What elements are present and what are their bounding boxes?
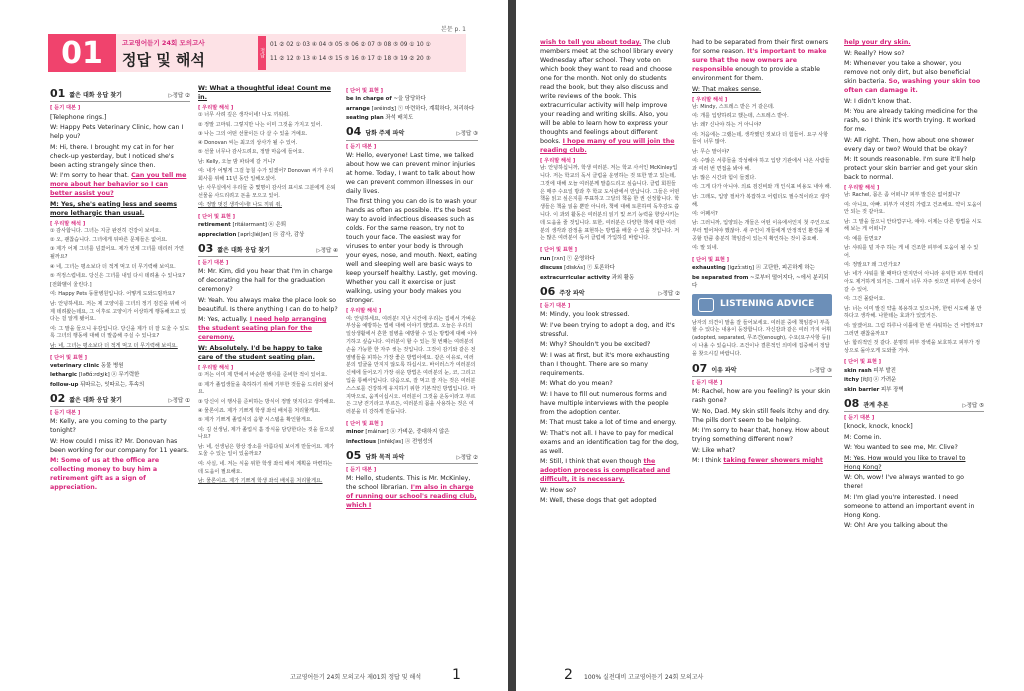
header-title: 정답 및 해석 xyxy=(122,51,205,69)
script-line: W: Oh, wow! I've always wanted to go there! xyxy=(844,474,964,491)
translation-tag: [ 우리말 해석 ] xyxy=(844,185,880,191)
listening-advice-banner xyxy=(692,294,832,316)
section-answer: ▷정답 ② xyxy=(658,290,680,297)
translation-line: 남: 사무실에서 우리들 중 몇명이 감사의 표시로 그분에게 은퇴 선물을 사드리려고 돈을 모으고 있어. xyxy=(198,185,336,199)
section-header-05 xyxy=(346,450,478,464)
vocab-term: minor xyxy=(346,429,364,436)
script-tag: [ 듣기 대본 ] xyxy=(540,302,571,309)
vocab-meaning: [ritáiərmənt] ⓝ 은퇴 xyxy=(230,222,287,229)
text-span: M: I think xyxy=(692,457,724,465)
translation-line: 남: 무슨 말이야? xyxy=(692,148,730,155)
section-number: 06 xyxy=(540,284,556,298)
script-tag: [ 듣기 대본 ] xyxy=(346,143,377,150)
vocab-item xyxy=(50,371,190,379)
translation-line: 남: 너는 이미 발진 약을 복용하고 있으니까, 한번 시도해 볼 만하다고 생각해. 나한테는 효과가 있었거든. xyxy=(844,305,982,320)
vocab-term: extracurricular activity xyxy=(540,274,610,281)
vocab-meaning: 과외 활동 xyxy=(609,274,635,281)
script-line: M: That must take a lot of time and energy. xyxy=(540,419,677,427)
translation-line: 여: 말 되네. xyxy=(692,245,719,252)
script-line: W: Really? How so? xyxy=(844,49,905,57)
vocab-item xyxy=(844,367,984,375)
vocab-term: retirement xyxy=(198,222,231,229)
vocab-term: skin rash xyxy=(844,367,872,374)
script-line: W: That's not all. I have to pay for medical exams and an identification tag for the dog, as well. xyxy=(540,429,679,455)
highlight-span: taking fewer showers might xyxy=(723,457,823,465)
script-tag: [ 듣기 대본 ] xyxy=(50,105,81,112)
script-line: M: Some of us at the office are collecting money to buy him a retirement gift as a sign of appreciation. xyxy=(50,457,160,492)
vocab-meaning: [igzɔ́ːstiŋ] ⓐ 고단한, 피곤하게 하는 xyxy=(725,265,815,272)
translation-line: ① 저는 이미 제 반에서 바순한 행사를 준비한 적이 있어요. xyxy=(198,372,328,379)
vocab-item xyxy=(346,105,478,113)
vocab-meaning: [rʌn] ⓥ 운영하다 xyxy=(550,255,595,262)
translation-line: 여: 예를 들면요? xyxy=(844,235,882,242)
translation-line: 남: 안녕하세요. 저는 제 고양이를 그녀의 정기 검진을 위해 어제 데려왔는데요, 그 이후로 고양이가 이상하게 행동해오고 있다는 걸 알게 됐어요. xyxy=(50,300,187,323)
script-line: W: Happy Pets Veterinary Clinic, how can I help you? xyxy=(50,124,184,141)
highlight-span: I'm also in charge of running our school's reading club, which I xyxy=(346,484,477,510)
translation-line: 여: 내가 어떻게 그걸 놓칠 수가 있겠어? Donovan 씨가 우리 회사를 위해 11년 동안 일해오셨어. xyxy=(198,168,334,182)
translation-line: [전화벨이 울린다.] xyxy=(50,282,92,289)
translation-line: 남: 물론이죠. 제가 기쁘게 학생 좌석 배치를 처리할게요. xyxy=(198,477,323,484)
script-line xyxy=(540,457,680,484)
section-number: 02 xyxy=(50,391,66,405)
footer-text: 고교영어듣기 24회 모의고사 제01회 정답 및 해석 xyxy=(290,674,422,681)
answer-grid xyxy=(258,36,454,70)
section-title: 짧은 대화 응답 찾기 xyxy=(217,246,270,254)
vocab-tag: [ 단어 및 표현 ] xyxy=(346,88,384,94)
vocab-item xyxy=(50,362,190,370)
script-line: W: You wanted to see me, Mr. Clive? xyxy=(844,444,958,452)
vocab-meaning: 동물 병원 xyxy=(99,362,124,369)
translation-line: 여: 수많은 서류들을 작성해야 하고 입양 기관에서 나온 사람들과 여러 번 면접을 봐야 해. xyxy=(692,158,830,172)
script-line: M: I'm sorry to hear that, honey. How about trying something different now? xyxy=(692,427,830,444)
translation-tag: [ 우리말 해석 ] xyxy=(198,364,234,371)
vocab-item xyxy=(540,274,680,282)
section-number: 05 xyxy=(346,448,362,462)
translation-line: ③ 제가 어제 그녀를 넘겼어요. 제가 언제 그녀를 데리러 가면 될까요? xyxy=(50,246,184,261)
vocab-meaning: [ítʃi] ⓐ 가려운 xyxy=(858,377,897,384)
section-number: 03 xyxy=(198,241,214,255)
section-answer: ▷정답 ① xyxy=(168,397,190,404)
translation-line: 남: Rachel, 몸은 좀 어떠니? 피부 발진은 없어졌니? xyxy=(844,192,960,199)
header-subtitle: 고교영어듣기 24회 모의고사 xyxy=(122,39,205,47)
column-1 xyxy=(540,38,680,507)
script-line: help your dry skin. xyxy=(844,39,911,46)
chapter-header xyxy=(0,30,508,72)
answer-grid-label: 정답 xyxy=(258,36,266,70)
section-answer: ▷정답 ③ xyxy=(810,367,832,374)
translation-line: ② 정말 고마워. 그렇지만 나는 이미 그것을 가지고 있어. xyxy=(198,121,323,128)
vocab-meaning: 피부 발진 xyxy=(871,367,896,374)
vocab-item xyxy=(844,376,984,384)
script-line: M: Kelly, are you coming to the party tonight? xyxy=(50,418,167,435)
translation-line: ④ Donovan 씨는 최고의 상사가 될 수 있어. xyxy=(198,140,298,147)
script-tag: [ 듣기 대본 ] xyxy=(844,415,875,422)
script-line: M: Well, these dogs that get adopted xyxy=(540,497,657,505)
translation-line: 남: 그 말을 들으니 안타깝구나, 얘야. 이제는 다른 방법을 시도해 보는 게 어떠니? xyxy=(844,218,982,233)
page-number: 2 xyxy=(564,667,573,683)
translation-line: ① 너무 사려 깊은 생각이네! 나도 끼워줘. xyxy=(198,112,290,119)
translation-line: 남: Kelly, 오늘 밤 파티에 갈 거니? xyxy=(198,158,276,165)
script-line: [Telephone rings.] xyxy=(50,113,107,121)
script-line: The first thing you can do is to wash your hands as often as possible. It's the best way to avoid infectious diseases such as colds. For the same reason, try not to touch your face. The easiest way for viruses to enter your body is through your eyes, nose, and mouth. Next, eating well and sleeping well are basic ways to keep yourself healthy. Lastly, get moving. Whether you call it exercise or just walking, using your body makes you stronger. xyxy=(346,198,478,305)
highlight-span: It's important to make sure that the new owners are responsible xyxy=(692,48,827,73)
script-line: W: What a thoughtful idea! Count me in. xyxy=(198,85,331,101)
page-number: 1 xyxy=(452,667,461,683)
section-title: 짧은 대화 응답 찾기 xyxy=(69,396,122,404)
footer-text: 100% 실전대비 고교영어듣기 24회 모의고사 xyxy=(584,674,704,681)
script-line: M: Mr. Kim, did you hear that I'm in charge of decorating the hall for the graduation ceremony? xyxy=(198,268,333,294)
translation-line: ② 제가 졸업생들을 축하하기 위해 기부한 것들을 드리러 왔어요. xyxy=(198,381,334,396)
script-line: W: Yeah. You always make the place look so beautiful. Is there anything I can do to help? xyxy=(198,296,338,313)
translation-line: 여: 그건 몰랐어요. xyxy=(844,296,886,303)
translation-tag: [ 우리말 해석 ] xyxy=(50,220,86,227)
translation-tag: [ 우리말 해석 ] xyxy=(198,105,234,111)
vocab-term: appreciation xyxy=(198,231,237,238)
script-line: M: What do you mean? xyxy=(540,380,613,388)
translation-line: ④ 네, 그녀는 평소보다 더 적게 먹고 더 무기력해 보여요. xyxy=(50,263,176,270)
column-2 xyxy=(692,38,832,467)
translation-line: 남: 네가 샤워를 할 때마다 먼지만이 아니라 유익한 피부 박테리아도 제거하게 되거든. 그래서 너무 자주 씻으면 피부에 손상이 갈 수 있어. xyxy=(844,271,984,294)
translation-line: 남: 왜? 신나야 하는 거 아니야? xyxy=(692,122,762,129)
section-title: 담화 목적 파악 xyxy=(365,453,405,461)
vocab-meaning: 좌석 배치도 xyxy=(383,115,414,122)
script-line: W: I've been trying to adopt a dog, and it's stressful. xyxy=(540,321,675,338)
vocab-meaning: [əréindʒ] ⓥ 마련하다, 계획하다, 처리하다 xyxy=(369,105,475,112)
vocab-item xyxy=(346,95,478,103)
script-line: W: Absolutely. I'd be happy to take care of the student seating plan. xyxy=(198,344,323,361)
vocab-tag: [ 단어 및 표현 ] xyxy=(50,354,88,361)
chapter-number: 01 xyxy=(48,34,116,72)
translation-line: ② 오, 괜찮습니다. 그녀에게 뒤따른 문제들은 없어요. xyxy=(50,237,168,244)
section-title: 관계 추론 xyxy=(863,401,889,409)
translation-line: ⑤ 걱정스럽네요. 당신은 그녀를 내일 다시 데려올 수 있나요? xyxy=(50,272,186,279)
script-line xyxy=(198,315,338,342)
vocab-item xyxy=(540,264,680,272)
vocab-item xyxy=(540,255,680,263)
translation-line: 여: 개를 입양하려고 했는데, 스트레스 받아. xyxy=(692,113,789,120)
script-line: W: How could I miss it? Mr. Donovan has been working for our company for 11 years. xyxy=(50,437,189,454)
vocab-item xyxy=(692,274,832,290)
vocab-meaning: ~을 담당하다 xyxy=(391,96,426,103)
script-tag: [ 듣기 대본 ] xyxy=(198,260,229,267)
script-line: W: Oh! Are you talking about the xyxy=(844,522,948,530)
page-right xyxy=(516,0,1024,691)
text-span: M: Still, I think that even though xyxy=(540,458,644,466)
translation-tag: [ 우리말 해석 ] xyxy=(346,308,382,315)
listening-advice-text: 남자의 의견이 말을 잘 들어보세요. 여러분 중에 책임감이 부족할 수 있다는 내용이 등장합니다. 자신감과 같은 여러 가지 어휘(adopted, separated, 무조건(enough), 수요(요구사항 등)) 이 나올 수 있습니다. 조건이나 결론적인 의미에 집중해서 정답을 찾으시길 바랍니다. xyxy=(692,319,832,357)
script-line xyxy=(346,474,478,510)
column-3 xyxy=(844,38,984,532)
script-line: W: I was at first, but it's more exhausting than I thought. There are so many requirements. xyxy=(540,351,670,377)
section-header-02 xyxy=(50,393,190,407)
translation-line: 남: 그러니까, 입양되는 개들은 어떤 이유에서인지 첫 주인으로부터 떨어져야 했잖아. 새 주인이 개들에게 안정적인 환경을 제공할 만큼 충분히 책임감이 있는지 확인하는 것이 중요해. xyxy=(692,220,830,242)
vocab-item xyxy=(346,428,478,436)
script-line: M: Yes. How would you like to travel to Hong Kong? xyxy=(844,454,966,471)
text-span: enough to provide a stable environment for them. xyxy=(692,66,821,82)
section-number: 08 xyxy=(844,396,860,410)
script-line xyxy=(844,59,984,95)
section-title: 짧은 대화 응답 찾기 xyxy=(69,92,122,99)
translation-line: 남: 많은 시간과 힘이 들겠다. xyxy=(692,175,756,182)
answer-row-1: 01 ② 02 ① 03 ④ 04 ③ 05 ⑤ 06 ② 07 ③ 08 ⑤ 09 ① 10 ① xyxy=(270,42,431,48)
translation-line: 남: 네, 선생님은 항상 장소를 아름다워 보이게 만들어요. 제가 도울 수 있는 일이 있을까요? xyxy=(198,443,335,458)
translation-line: ① 감사합니다. 그녀는 지금 완전히 건강이 보여요. xyxy=(50,227,162,234)
vocab-term: veterinary clinic xyxy=(50,362,100,369)
vocab-meaning: 피부 장벽 xyxy=(879,386,904,393)
section-number: 07 xyxy=(692,361,708,375)
translation-line: 여: 김 선생님, 제가 졸업식 홀 장식을 담당한다는 것을 들으셨나요? xyxy=(198,426,335,441)
answer-row-2: 11 ② 12 ③ 13 ④ 14 ⑤ 15 ⑤ 16 ③ 17 ② 18 ③ 19 ② 20 ③ xyxy=(270,56,431,62)
script-line: W: Like what? xyxy=(692,446,736,454)
vocab-term: lethargic xyxy=(50,372,78,379)
script-line: M: Rachel, how are you feeling? Is your skin rash gone? xyxy=(692,388,831,405)
text-span: M: Yes, actually. xyxy=(198,316,250,324)
script-line: M: Why? Shouldn't you be excited? xyxy=(540,341,651,349)
vocab-meaning: [diskʌ́s] ⓥ 토론하다 xyxy=(562,265,615,272)
vocab-item xyxy=(50,381,190,389)
vocab-item xyxy=(198,231,338,239)
section-header-04 xyxy=(346,126,478,140)
headphone-icon xyxy=(698,298,714,312)
translation-line: 남: 안녕하십니까, 학생 여러분. 저는 학교 사서인 McKinley입니다. 저는 학교의 독서 클럽을 운영하는 것 또한 맡고 있는데, 그것에 대해 오늘 여러분께 말씀드리고 싶습니다. 클럽 회원들은 매주 수요일 방과 후 학교 도서관에서 만납니다. 그들은 어떤 책을 읽고 싶은지를 투표하고 그달의 책을 한 권 선정합니다. 학생들은 책을 읽을 뿐만 아니라, 책에 대해 토론하며 독후감도 씁니다. 이 과외 활동은 여러분의 읽기 및 쓰기 능력을 향상시키는 데 도움을 줄 것입니다. 또한, 여러분은 다양한 책에 대한 여러분의 생각과 감정을 표현하는 방법을 배울 수 있을 것입니다. 저는 많은 여러분이 독서 클럽에 가입하길 바랍니다. xyxy=(540,165,680,242)
translation-line: 여: 처음에는 그랬는데, 생각했던 것보다 더 힘들어. 요구 사항들이 너무 많아. xyxy=(692,131,829,146)
page-reference: 본문 p. 1 xyxy=(441,26,466,33)
script-line: W: That makes sense. xyxy=(692,85,762,93)
section-number: 04 xyxy=(346,125,362,139)
script-line: W: All right. Then, how about one shower every day or two? Would that be okay? xyxy=(844,136,974,153)
vocab-term: skin barrier xyxy=(844,386,880,393)
translation-tag: [ 우리말 해석 ] xyxy=(692,96,728,103)
vocab-meaning: ~로부터 떨어지다, ~에서 분리되다 xyxy=(692,274,829,289)
section-header-03 xyxy=(198,243,338,257)
translation-line: 여: 어째서? xyxy=(692,210,718,217)
section-header-01 xyxy=(50,88,190,102)
vocab-item xyxy=(198,221,338,229)
section-title: 담화 주제 파악 xyxy=(365,130,405,138)
script-tag: [ 듣기 대본 ] xyxy=(346,467,377,474)
translation-line: 여: 그 말을 들으니 유감입니다. 당신을 제가 더 잘 도울 수 있도록 그녀의 행동에 대해 더 말씀해 주실 수 있나요? xyxy=(50,325,190,340)
vocab-tag: [ 단어 및 표현 ] xyxy=(844,359,882,366)
section-header-06 xyxy=(540,286,680,300)
translation-line: 여: 그게 다가 아니야. 의료 검진비와 개 인식표 비용도 내야 해. xyxy=(692,184,832,191)
translation-line: 여: 알겠어요. 그럼 하루나 이틀에 한 번 샤워하는 건 어떨까요? 그러면 괜찮을까요? xyxy=(844,322,983,337)
vocab-term: run xyxy=(540,255,551,262)
translation-line: 여: 사실, 네. 저는 식을 위한 학생 좌석 배치 계획을 마련하는 데 도움이 필요해요. xyxy=(198,460,333,475)
text-span: had to be separated from their first owners for some reason. xyxy=(692,39,829,55)
translation-line: 여: 정말요? 왜 그런가요? xyxy=(844,262,901,269)
script-line: W: No, Dad. My skin still feels itchy and dry. The pills don't seem to be helping. xyxy=(692,407,830,424)
vocab-term: be in charge of xyxy=(346,96,392,103)
vocab-term: itchy xyxy=(844,377,859,384)
translation-line: ⑤ 제가 기쁘게 졸업식의 음향 시스템을 확인할게요. xyxy=(198,417,313,424)
section-answer: ▷정답 ② xyxy=(456,454,478,461)
script-line: M: Hi, there. I brought my cat in for her check-up yesterday, but I noticed she's been acting strangely since then. xyxy=(50,143,174,169)
script-line: M: You are already taking medicine for the rash, so I think it's worth trying. It worked for me. xyxy=(844,108,978,133)
text-span: M: Hello, students. This is Mr. McKinley, the school librarian. xyxy=(346,475,471,492)
section-title: 이유 파악 xyxy=(711,366,737,374)
text-span: The club members meet at the school library every Wednesday after school. They vote on which book they want to read and choose one for the month. Not only do students read the book, but they also discuss and write reviews of the book. This extracurricular activity will help improve your reading and writing skills. Also, you will be able to learn how to express your thoughts and feelings about different books. xyxy=(540,39,674,145)
vocab-tag: [ 단어 및 표현 ] xyxy=(198,214,236,221)
translation-line: ⑤ 선물 너무나 감사드려요, 정말 마음에 들어요. xyxy=(198,149,305,156)
translation-line: 남: 합리적인 것 같다. 분명히 피부 장벽을 보호하고 피부가 정상으로 돌아오게 도와줄 거야. xyxy=(844,339,981,354)
page-left xyxy=(0,0,508,691)
vocab-term: arrange xyxy=(346,105,370,112)
script-line: M: Mindy, you look stressed. xyxy=(540,311,630,319)
translation-line: ③ 나는 그의 어떤 선물이든 다 살 수 있을 거예요. xyxy=(198,130,308,137)
column-1 xyxy=(50,84,190,494)
script-line: M: It sounds reasonable. I'm sure it'll help protect your skin barrier and get your skin back to normal. xyxy=(844,156,978,181)
highlight-span: I need help arranging the student seating plan for the ceremony. xyxy=(198,316,327,342)
translation-line: 여: Happy Pets 동물병원입니다. 어떻게 도와드릴까요? xyxy=(50,291,175,298)
column-3 xyxy=(346,84,478,512)
column-2 xyxy=(198,84,338,487)
vocab-item xyxy=(844,386,984,394)
translation-line: 여: 아니요, 아빠. 피부가 여전히 가렵고 건조해요. 약이 도움이 안 되는 것 같아요. xyxy=(844,201,982,216)
script-line xyxy=(692,456,832,465)
section-number: 01 xyxy=(50,87,66,100)
vocab-meaning: [infékʃəs] ⓐ 전염성의 xyxy=(376,438,433,445)
vocab-term: follow-up xyxy=(50,381,79,388)
script-line: M: I'm glad you're interested. I need someone to attend an important event in Hong Kong. xyxy=(844,493,975,519)
script-line xyxy=(540,38,680,155)
script-line: W: I have to fill out numerous forms and have multiple interviews with the people from the adoption center. xyxy=(540,390,669,416)
translation-line: 남: 네, 그녀는 평소보다 더 적게 먹고 더 무기력해 보여요. xyxy=(50,342,178,349)
script-line xyxy=(50,171,190,198)
script-line: M: Yes, she's eating less and seems more lethargic than usual. xyxy=(50,200,177,217)
translation-line: 여: 정말 멋진 생각이네! 나도 끼워 줘. xyxy=(198,202,282,209)
script-line: W: How so? xyxy=(540,486,577,494)
vocab-tag: [ 단어 및 표현 ] xyxy=(692,256,730,263)
translation-line: 남: Mindy, 스트레스 받은 거 같은데. xyxy=(692,103,775,110)
vocab-tag: [ 단어 및 표현 ] xyxy=(346,421,384,428)
script-line: W: I didn't know that. xyxy=(844,97,912,105)
vocab-item xyxy=(346,438,478,446)
translation-line: ④ 물론이죠. 제가 기쁘게 학생 좌석 배치를 처리할게요. xyxy=(198,407,321,414)
vocab-term: be separated from xyxy=(692,274,749,281)
vocab-term: seating plan xyxy=(346,115,384,122)
translation-line: 남: 샤워를 덜 자주 하는 게 네 건조한 피부에 도움이 될 수 있어. xyxy=(844,245,979,259)
translation-line: 남: 그래도, 입양 절차가 복잡하고 어렵더도 필수적이라고 생각해. xyxy=(692,193,830,208)
highlight-span: the adoption process is complicated and difficult, it is necessary. xyxy=(540,458,671,484)
listening-advice-title: LISTENING ADVICE xyxy=(720,299,815,310)
vocab-term: discuss xyxy=(540,265,563,272)
section-title: 주장 파악 xyxy=(559,289,585,297)
highlight-span: I hope many of you will join the reading club. xyxy=(540,138,675,154)
section-header-08 xyxy=(844,398,984,412)
text-span: M: Whenever you take a shower, you remove not only dirt, but also beneficial skin bacteria. xyxy=(844,60,971,85)
highlight-span: wish to tell you about today. xyxy=(540,39,642,46)
text-span: W: I'm sorry to hear that. xyxy=(50,172,132,180)
vocab-meaning: [máinər] ⓐ 가벼운, 중대하지 않은 xyxy=(363,429,450,436)
script-line: [knock, knock, knock] xyxy=(844,423,913,431)
translation-tag: [ 우리말 해석 ] xyxy=(540,158,576,164)
translation-line: ③ 당신이 이 행사를 준비하는 방식이 정말 멋지다고 생각해요. xyxy=(198,398,336,405)
script-tag: [ 듣기 대본 ] xyxy=(50,410,81,417)
section-answer: ▷정답 ② xyxy=(168,93,190,99)
vocab-term: exhausting xyxy=(692,265,726,272)
script-line: M: Come in. xyxy=(844,433,882,441)
script-tag: [ 듣기 대본 ] xyxy=(692,379,723,386)
vocab-tag: [ 단어 및 표현 ] xyxy=(540,247,578,254)
translation-line: 여: 안녕하세요, 여러분! 지난 시간에 우리는 집에서 가벼운 부상을 예방하는 법에 대해 이야기 했었죠. 오늘은 우리의 일상생활에서 흔한 질병을 예방할 수 있는 방법에 대해 이야기하고 싶습니다. 여러분이 할 수 있는 첫 번째는 여러분의 손을 가능한 한 자주 씻는 것입니다. 그것이 감기와 같은 전염병들을 피하는 가장 좋은 방법이에요. 같은 이유로, 여러분의 얼굴을 만지지 않도록 하십시오. 바이러스가 여러분의 신체에 들어오기 가장 쉬운 방법은 여러분의 눈, 코, 그리고 입을 통해서입니다. 다음으로, 잘 먹고 잘 자는 것은 여러분 스스로를 건강하게 유지하기 위한 기본적인 방법입니다. 마지막으로, 움직이십시오. 여러분이 그것을 운동이라고 부르든 그냥 걷기라고 부르든, 여러분의 몸을 사용하는 것은 여러분을 더 강하게 만듭니다. xyxy=(346,315,478,416)
vocab-item xyxy=(346,114,478,122)
vocab-meaning: 뒤따르는, 잇따르는, 후속의 xyxy=(78,381,145,388)
vocab-meaning: [ləθɑ́ːrdʒik] ⓐ 무기력한 xyxy=(77,372,140,379)
script-line xyxy=(692,38,832,83)
vocab-term: infectious xyxy=(346,438,377,445)
highlight-span: So, washing your skin too often can damage it. xyxy=(844,78,981,94)
section-header-07 xyxy=(692,363,832,377)
highlight-span: Can you tell me more about her behavior so I can better assist you? xyxy=(50,172,187,198)
section-answer: ▷정답 ⑤ xyxy=(962,402,984,409)
vocab-item xyxy=(692,264,832,272)
script-line: W: Hello, everyone! Last time, we talked about how we can prevent minor injuries at home. Today, I want to talk about how we can prevent common illnesses in our daily lives. xyxy=(346,151,476,195)
vocab-meaning: [əprìːʃiéiʃən] ⓝ 감사, 감상 xyxy=(236,231,305,238)
section-answer: ▷정답 ③ xyxy=(456,131,478,138)
section-answer: ▷정답 ④ xyxy=(316,247,338,254)
